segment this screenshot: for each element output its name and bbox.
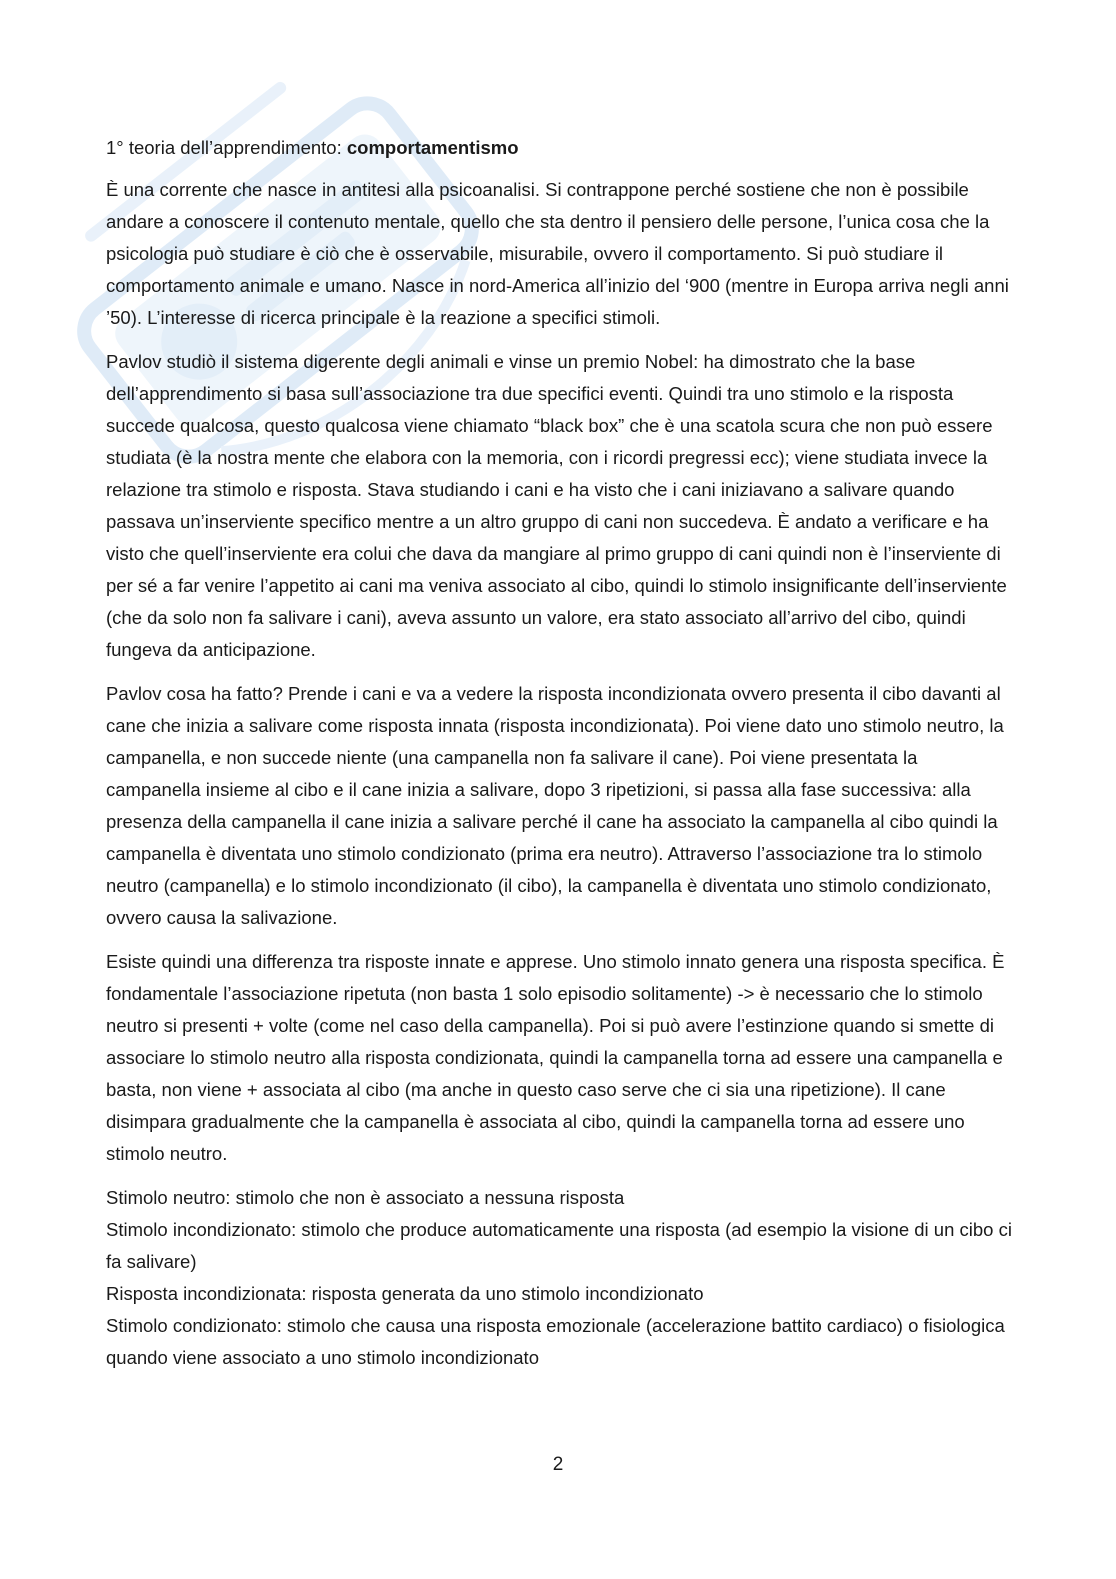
paragraph-extinction: Esiste quindi una differenza tra risposte innate e apprese. Uno stimolo innato genera una risposta specifica. È fondamentale l’associazione ripetuta (non basta 1 solo episodio solitamente) -> è necessario che lo stimolo neutro si presenti + volte (come nel caso della campanella). Poi si può avere l’estinzione quando si smette di associare lo stimolo neutro alla risposta condizionata, quindi la campanella torna ad essere una campanella e basta, non viene + associata al cibo (ma anche in questo caso serve che ci sia una ripetizione). Il cane disimpara gradualmente che la campanella è associata al cibo, quindi la campanella torna ad essere uno stimolo neutro. <box>106 951 1005 1164</box>
definition-item: Stimolo incondizionato: stimolo che produce automaticamente una risposta (ad esempio la visione di un cibo ci fa salivare) <box>106 1219 1012 1272</box>
document-body <box>106 132 1014 1374</box>
paragraph-experiment: Pavlov cosa ha fatto? Prende i cani e va a vedere la risposta incondizionata ovvero presenta il cibo davanti al cane che inizia a salivare come risposta innata (risposta incondizionata). Poi viene dato uno stimolo neutro, la campanella, e non succede niente (una campanella non fa salivare il cane). Poi viene presentata la campanella insieme al cibo e il cane inizia a salivare, dopo 3 ripetizioni, si passa alla fase successiva: alla presenza della campanella il cane inizia a salivare perché il cane ha associato la campanella al cibo quindi la campanella è diventata uno stimolo condizionato (prima era neutro). Attraverso l’associazione tra lo stimolo neutro (campanella) e lo stimolo incondizionato (il cibo), la campanella è diventata uno stimolo condizionato, ovvero causa la salivazione. <box>106 683 1004 928</box>
paragraph-intro: È una corrente che nasce in antitesi alla psicoanalisi. Si contrappone perché sostiene che non è possibile andare a conoscere il contenuto mentale, quello che sta dentro il pensiero delle persone, l’unica cosa che la psicologia può studiare è ciò che è osservabile, misurabile, ovvero il comportamento. Si può studiare il comportamento animale e umano. Nasce in nord-America all’inizio del ‘900 (mentre in Europa arriva negli anni ’50). L’interesse di ricerca principale è la reazione a specifici stimoli. <box>106 179 1009 328</box>
heading-emphasis: comportamentismo <box>346 137 519 158</box>
page-number: 2 <box>552 1454 564 1475</box>
definition-item: Risposta incondizionata: risposta generata da uno stimolo incondizionato <box>106 1283 704 1304</box>
definitions-list <box>106 1182 1014 1374</box>
paragraph-pavlov: Pavlov studiò il sistema digerente degli animali e vinse un premio Nobel: ha dimostrato che la base dell’apprendimento si basa sull’associazione tra due specifici eventi. Quindi tra uno stimolo e la risposta succede qualcosa, questo qualcosa viene chiamato “black box” che è una scatola scura che non può essere studiata (è la nostra mente che elabora con la memoria, con i ricordi pregressi ecc); viene studiata invece la relazione tra stimolo e risposta. Stava studiando i cani e ha visto che i cani iniziavano a salivare quando passava un’inserviente specifico mentre a un altro gruppo di cani non succedeva. È andato a verificare e ha visto che quell’inserviente era colui che dava da mangiare al primo gruppo di cani quindi non è l’inserviente di per sé a far venire l’appetito ai cani ma veniva associato al cibo, quindi lo stimolo insignificante dell’inserviente (che da solo non fa salivare i cani), aveva assunto un valore, era stato associato all’arrivo del cibo, quindi fungeva da anticipazione. <box>106 351 1007 660</box>
heading-prefix: 1° teoria dell’apprendimento: <box>106 137 347 158</box>
definition-item: Stimolo neutro: stimolo che non è associato a nessuna risposta <box>106 1187 625 1208</box>
section-heading <box>106 132 1014 164</box>
definition-item: Stimolo condizionato: stimolo che causa una risposta emozionale (accelerazione battito cardiaco) o fisiologica quando viene associato a uno stimolo incondizionato <box>106 1315 1005 1368</box>
